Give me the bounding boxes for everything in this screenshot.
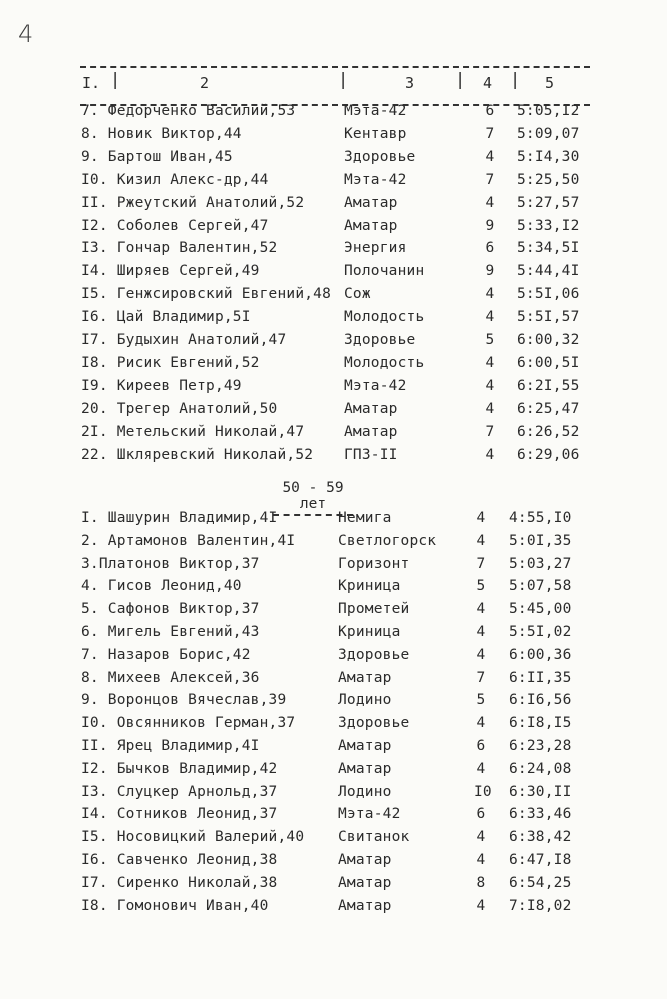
qualification: 5	[476, 578, 486, 595]
table-row	[0, 533, 667, 556]
athlete-name: I. Шашурин Владимир,4I	[81, 510, 278, 526]
finish-time: 5:44,4I	[517, 263, 580, 280]
qualification: 8	[476, 874, 486, 891]
finish-time: 6:26,52	[517, 423, 580, 440]
club-name: ГПЗ-II	[344, 446, 398, 463]
athlete-name: 6. Мигель Евгений,43	[81, 624, 260, 640]
athlete-name: 8. Новик Виктор,44	[81, 125, 242, 142]
qualification: 4	[485, 148, 495, 165]
table-row	[0, 692, 667, 715]
table-row	[0, 332, 667, 355]
club-name: Аматар	[344, 423, 398, 440]
table-row	[0, 875, 667, 898]
finish-time: 6:30,II	[509, 783, 572, 800]
finish-time: 5:I4,30	[517, 148, 580, 165]
qualification: 6	[476, 738, 486, 754]
qualification: 9	[485, 263, 495, 280]
qualification: 4	[476, 760, 486, 777]
finish-time: 6:I8,I5	[509, 715, 572, 732]
finish-time: 5:5I,02	[509, 624, 572, 640]
athlete-name: 2. Артамонов Валентин,4I	[81, 532, 296, 549]
table-row	[0, 715, 667, 738]
qualification: 4	[476, 646, 486, 663]
qualification: 7	[476, 555, 486, 572]
club-name: Сож	[344, 286, 371, 303]
table-row	[0, 738, 667, 761]
table-row	[0, 172, 667, 195]
qualification: 4	[485, 194, 495, 211]
club-name: Криница	[338, 624, 401, 640]
finish-time: 6:00,32	[517, 332, 580, 348]
finish-time: 6:47,I8	[509, 852, 572, 868]
athlete-name: 8. Михеев Алексей,36	[81, 669, 260, 686]
club-name: Аматар	[338, 897, 392, 914]
table-row	[0, 424, 667, 447]
club-name: Молодость	[344, 309, 425, 326]
athlete-name: I4. Ширяев Сергей,49	[81, 263, 260, 280]
qualification: 9	[485, 217, 495, 234]
qualification: 5	[485, 332, 495, 348]
finish-time: 5:27,57	[517, 194, 580, 211]
qualification: 7	[485, 171, 495, 188]
finish-time: 6:25,47	[517, 400, 580, 417]
club-name: Криница	[338, 578, 401, 595]
table-row	[0, 378, 667, 401]
finish-time: 5:5I,06	[517, 286, 580, 303]
qualification: 4	[485, 354, 495, 371]
qualification: 4	[476, 624, 486, 640]
table-row	[0, 647, 667, 670]
athlete-name: II. Ржеутский Анатолий,52	[81, 194, 305, 211]
club-name: Горизонт	[338, 555, 410, 572]
qualification: 4	[485, 286, 495, 303]
finish-time: 6:I6,56	[509, 692, 572, 709]
finish-time: 5:0I,35	[509, 532, 572, 549]
table-row	[0, 218, 667, 241]
athlete-name: 4. Гисов Леонид,40	[81, 578, 242, 595]
athlete-name: II. Ярец Владимир,4I	[81, 738, 260, 754]
column-separator: |	[510, 70, 521, 90]
qualification: 7	[476, 669, 486, 686]
club-name: Лодино	[338, 692, 392, 709]
club-name: Мэта-42	[344, 103, 407, 119]
athlete-name: I2. Соболев Сергей,47	[81, 217, 269, 234]
finish-time: 7:I8,02	[509, 897, 572, 914]
qualification: 4	[476, 532, 486, 549]
table-row	[0, 510, 667, 533]
table-row	[0, 806, 667, 829]
table-row	[0, 286, 667, 309]
table-row	[0, 309, 667, 332]
finish-time: 6:00,36	[509, 646, 572, 663]
section-title-age-group: 50 - 59 лет	[273, 480, 353, 516]
finish-time: 6:33,46	[509, 806, 572, 823]
athlete-name: 5. Сафонов Виктор,37	[81, 601, 260, 618]
club-name: Здоровье	[344, 332, 416, 348]
finish-time: 6:2I,55	[517, 377, 580, 394]
table-row	[0, 355, 667, 378]
qualification: 4	[476, 829, 486, 846]
athlete-name: 2I. Метельский Николай,47	[81, 423, 305, 440]
finish-time: 4:55,I0	[509, 510, 572, 526]
athlete-name: I0. Кизил Алекс-др,44	[81, 171, 269, 188]
athlete-name: I8. Рисик Евгений,52	[81, 354, 260, 371]
club-name: Аматар	[338, 852, 392, 868]
finish-time: 6:38,42	[509, 829, 572, 846]
finish-time: 5:25,50	[517, 171, 580, 188]
finish-time: 6:II,35	[509, 669, 572, 686]
table-row	[0, 784, 667, 807]
finish-time: 5:34,5I	[517, 240, 580, 257]
table-row	[0, 401, 667, 424]
club-name: Аматар	[338, 669, 392, 686]
finish-time: 5:07,58	[509, 578, 572, 595]
athlete-name: I4. Сотников Леонид,37	[81, 806, 278, 823]
athlete-name: I2. Бычков Владимир,42	[81, 760, 278, 777]
column-1-header: I.	[82, 74, 101, 92]
finish-time: 6:24,08	[509, 760, 572, 777]
athlete-name: I3. Гончар Валентин,52	[81, 240, 278, 257]
club-name: Светлогорск	[338, 532, 437, 549]
club-name: Полочанин	[344, 263, 425, 280]
table-row	[0, 578, 667, 601]
club-name: Аматар	[338, 738, 392, 754]
athlete-name: I0. Овсянников Герман,37	[81, 715, 296, 732]
athlete-name: I6. Цай Владимир,5I	[81, 309, 251, 326]
table-row	[0, 829, 667, 852]
club-name: Лодино	[338, 783, 392, 800]
finish-time: 6:23,28	[509, 738, 572, 754]
athlete-name: 20. Трегер Анатолий,50	[81, 400, 278, 417]
athlete-name: 22. Шклярeвский Николай,52	[81, 446, 314, 463]
column-4-header: 4	[483, 74, 493, 92]
qualification: 7	[485, 423, 495, 440]
table-header	[80, 66, 590, 106]
qualification: 7	[485, 125, 495, 142]
finish-time: 6:54,25	[509, 874, 572, 891]
club-name: Мэта-42	[344, 377, 407, 394]
qualification: I0	[474, 783, 492, 800]
table-row	[0, 103, 667, 126]
club-name: Энергия	[344, 240, 407, 257]
column-3-header: 3	[405, 74, 415, 92]
finish-time: 5:5I,57	[517, 309, 580, 326]
athlete-name: I7. Сиренко Николай,38	[81, 874, 278, 891]
athlete-name: 7. Назаров Борис,42	[81, 646, 251, 663]
athlete-name: 7. Федорченко Василий,53	[81, 103, 296, 119]
athlete-name: I8. Гомонович Иван,40	[81, 897, 269, 914]
column-separator: |	[338, 70, 349, 90]
table-row	[0, 447, 667, 470]
qualification: 6	[476, 806, 486, 823]
athlete-name: I9. Киреев Петр,49	[81, 377, 242, 394]
athlete-name: 3.Платонов Виктор,37	[81, 555, 260, 572]
athlete-name: I6. Савченко Леонид,38	[81, 852, 278, 868]
finish-time: 5:05,I2	[517, 103, 580, 119]
column-5-header: 5	[545, 74, 555, 92]
table-row	[0, 263, 667, 286]
finish-time: 5:09,07	[517, 125, 580, 142]
qualification: 4	[485, 400, 495, 417]
athlete-name: 9. Бартош Иван,45	[81, 148, 233, 165]
finish-time: 5:45,00	[509, 601, 572, 618]
table-row	[0, 126, 667, 149]
club-name: Аматар	[344, 217, 398, 234]
athlete-name: I7. Будыхин Анатолий,47	[81, 332, 287, 348]
club-name: Аматар	[344, 194, 398, 211]
club-name: Немига	[338, 510, 392, 526]
club-name: Здоровье	[338, 715, 410, 732]
table-row	[0, 898, 667, 921]
club-name: Мэта-42	[344, 171, 407, 188]
finish-time: 6:29,06	[517, 446, 580, 463]
qualification: 4	[476, 510, 486, 526]
table-row	[0, 556, 667, 579]
qualification: 4	[476, 852, 486, 868]
table-row	[0, 149, 667, 172]
table-row	[0, 670, 667, 693]
club-name: Мэта-42	[338, 806, 401, 823]
club-name: Молодость	[344, 354, 425, 371]
qualification: 6	[485, 240, 495, 257]
qualification: 6	[485, 103, 495, 119]
column-separator: |	[455, 70, 466, 90]
athlete-name: I3. Слуцкер Арнольд,37	[81, 783, 278, 800]
column-separator: |	[110, 70, 121, 90]
club-name: Аматар	[338, 760, 392, 777]
qualification: 5	[476, 692, 486, 709]
qualification: 4	[476, 897, 486, 914]
athlete-name: I5. Генжсировский Евгений,48	[81, 286, 332, 303]
qualification: 4	[476, 715, 486, 732]
qualification: 4	[485, 309, 495, 326]
table-row	[0, 240, 667, 263]
club-name: Прометей	[338, 601, 410, 618]
finish-time: 6:00,5I	[517, 354, 580, 371]
column-2-header: 2	[200, 74, 210, 92]
club-name: Здоровье	[338, 646, 410, 663]
club-name: Свитанок	[338, 829, 410, 846]
athlete-name: 9. Воронцов Вячеслав,39	[81, 692, 287, 709]
table-row	[0, 601, 667, 624]
page-number: 4	[18, 20, 34, 48]
club-name: Здоровье	[344, 148, 416, 165]
table-row	[0, 761, 667, 784]
table-row	[0, 852, 667, 875]
club-name: Кентавр	[344, 125, 407, 142]
qualification: 4	[485, 377, 495, 394]
athlete-name: I5. Носовицкий Валерий,40	[81, 829, 305, 846]
qualification: 4	[476, 601, 486, 618]
table-row	[0, 195, 667, 218]
finish-time: 5:03,27	[509, 555, 572, 572]
table-row	[0, 624, 667, 647]
finish-time: 5:33,I2	[517, 217, 580, 234]
club-name: Аматар	[338, 874, 392, 891]
qualification: 4	[485, 446, 495, 463]
club-name: Аматар	[344, 400, 398, 417]
